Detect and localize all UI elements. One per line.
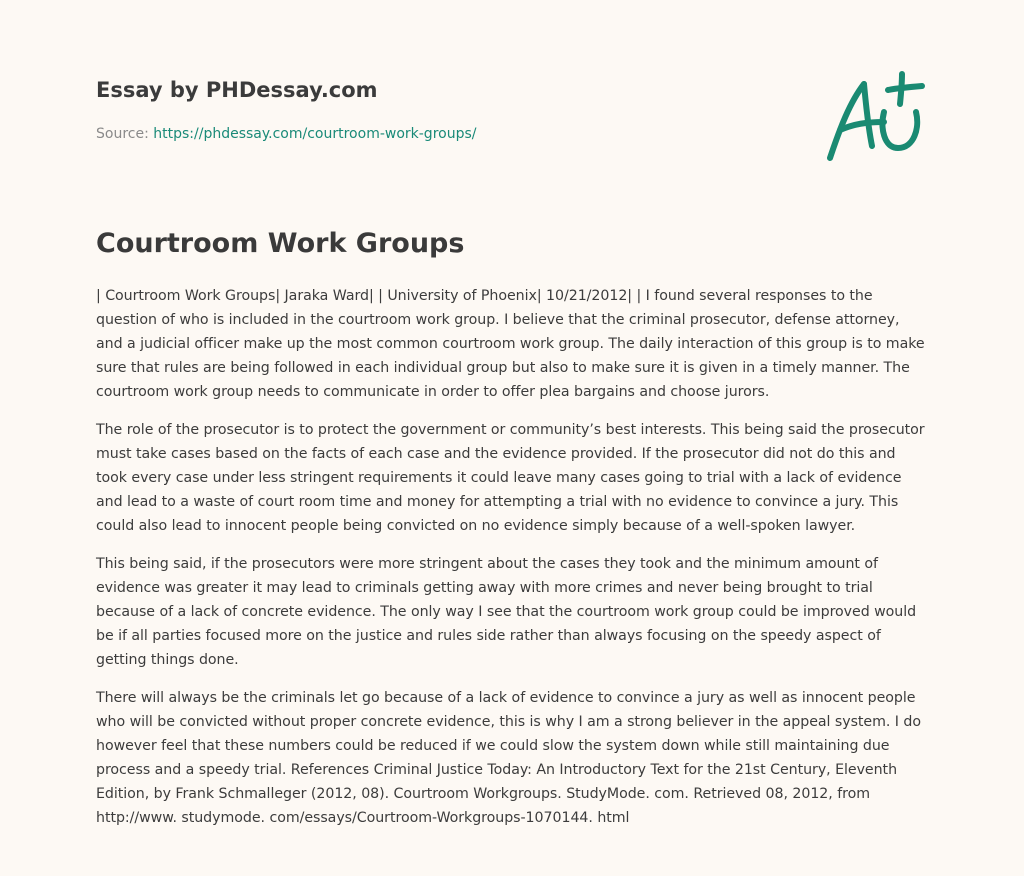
essay-title: Courtroom Work Groups — [96, 228, 465, 259]
a-plus-grade-icon — [818, 66, 930, 166]
essay-paragraph: There will always be the criminals let go because of a lack of evidence to convince a jury as well as innocent people who will be convicted without proper concrete evidence, this is why I am a strong believer in the appeal system. I do however feel that these numbers could be reduced if we could slow the system down while still maintaining due process and a speedy trial. References Criminal Justice Today: An Introductory Text for the 21st Century, Eleventh Edition, by Frank Schmalleger (2012, 08). Courtroom Workgroups. StudyMode. com. Retrieved 08, 2012, from http://www. studymode. com/essays/Courtroom-Workgroups-1070144. html — [96, 690, 921, 826]
essay-body — [96, 224, 928, 844]
page-header — [96, 76, 696, 144]
source-link[interactable]: https://phdessay.com/courtroom-work-groups/ — [153, 126, 477, 142]
site-title: Essay by PHDessay.com — [96, 78, 378, 102]
source-label: Source: — [96, 126, 154, 142]
essay-paragraph: The role of the prosecutor is to protect the government or community’s best interests. This being said the prosecutor must take cases based on the facts of each case and the evidence provided. If the prosecutor did not do this and took every case under less stringent requirements it could leave many cases going to trial with a lack of evidence and lead to a waste of court room time and money for attempting a trial with no evidence to convince a jury. This could also lead to innocent people being convicted on no evidence simply because of a well-spoken lawyer. — [96, 422, 925, 534]
source-line — [96, 124, 696, 144]
essay-paragraph: | Courtroom Work Groups| Jaraka Ward| | University of Phoenix| 10/21/2012| | I found several responses to the question of who is included in the courtroom work group. I believe that the criminal prosecutor, defense attorney, and a judicial officer make up the most common courtroom work group. The daily interaction of this group is to make sure that rules are being followed in each individual group but also to make sure it is given in a timely manner. The courtroom work group needs to communicate in order to offer plea bargains and choose jurors. — [96, 288, 925, 400]
essay-paragraph: This being said, if the prosecutors were more stringent about the cases they took and the minimum amount of evidence was greater it may lead to criminals getting away with more crimes and never being brought to trial because of a lack of concrete evidence. The only way I see that the courtroom work group could be improved would be if all parties focused more on the justice and rules side rather than always focusing on the speedy aspect of getting things done. — [96, 556, 917, 668]
